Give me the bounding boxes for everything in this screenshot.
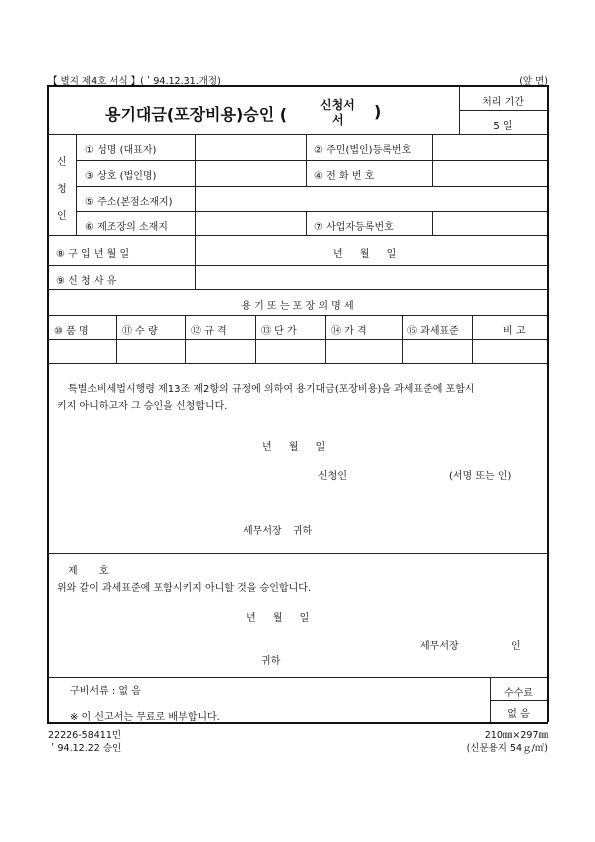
col-quantity: ⑪ 수 량 (122, 326, 158, 337)
purchase-date-label: ⑧ 구 입 년 월 일 (56, 249, 130, 260)
statement-date: 년 월 일 (262, 442, 326, 453)
applicant-side-label-1: 신 (57, 157, 67, 168)
title-close-paren: ) (374, 102, 382, 121)
fee-value: 없 음 (507, 709, 530, 720)
paper-type: (신문용지 54ｇ/㎡) (466, 743, 548, 754)
processing-period-value: 5 일 (493, 121, 513, 132)
field-biz-no-label: ⑦ 사업자등록번호 (314, 222, 394, 233)
field-address-label: ⑤ 주소(본점소재지) (85, 197, 173, 208)
approval-number: 제 호 (68, 566, 109, 577)
col-unit-price: ⑬ 단 가 (261, 326, 297, 337)
title-stack-bottom: 서 (332, 113, 344, 127)
approval-office: 세무서장 (420, 641, 459, 652)
purchase-date-value: 년 월 일 (333, 249, 397, 260)
form-number: 【 별지 제4호 서식 】(＇94.12.31.개정) (48, 76, 221, 87)
approval-seal: 인 (511, 641, 521, 652)
page-side-label: (앞 면) (519, 76, 548, 87)
col-price: ⑭ 가 격 (331, 326, 367, 337)
approval-date: 년 월 일 (246, 613, 310, 624)
col-remarks: 비 고 (503, 326, 526, 337)
statement-line-1: 특별소비세법시행령 제13조 제2항의 규정에 의하여 용기대금(포장비용)을 과세표준에 포함시 (68, 384, 475, 395)
signature-hint: (서명 또는 인) (449, 471, 512, 482)
statement-addressee: 세무서장 귀하 (243, 526, 313, 537)
approval-text: 위와 같이 과세표준에 포함시키지 아니할 것을 승인합니다. (57, 583, 312, 594)
statement-line-2: 키지 아니하고자 그 승인을 신청합니다. (57, 401, 228, 412)
applicant-side-label-2: 청 (57, 184, 67, 195)
reason-label: ⑨ 신 청 사 유 (56, 276, 117, 287)
approval-addressee: 귀하 (261, 656, 281, 667)
field-name-label: ① 성명 (대표자) (85, 145, 157, 156)
col-spec: ⑫ 규 격 (191, 326, 227, 337)
applicant-side-label-3: 인 (57, 211, 67, 222)
col-item-name: ⑩ 품 명 (54, 326, 89, 337)
processing-period-label: 처리 기간 (482, 97, 524, 108)
title-stack-top: 신청서 (320, 98, 355, 112)
required-documents: 구비서류 : 없 음 (70, 686, 141, 697)
field-factory-label: ⑥ 제조장의 소재지 (85, 222, 168, 233)
form-code: 22226-58411민 (48, 730, 122, 741)
free-distribution-note: ※ 이 신고서는 무료로 배부합니다. (70, 712, 220, 723)
paper-size: 210㎜×297㎜ (484, 730, 548, 741)
detail-table-caption: 용 기 또 는 포 장 의 명 세 (241, 301, 354, 312)
approval-date-note: ＇94.12.22 승인 (48, 743, 122, 754)
fee-label: 수수료 (504, 688, 533, 699)
field-company-label: ③ 상호 (법인명) (85, 171, 157, 182)
form-title: 용기대금(포장비용)승인 ( (105, 105, 288, 124)
col-tax-base: ⑮ 과세표준 (407, 326, 459, 337)
field-reg-no-label: ② 주민(법인)등록번호 (314, 145, 412, 156)
field-phone-label: ④ 전 화 번 호 (314, 171, 375, 182)
applicant-signature-label: 신청인 (318, 471, 347, 482)
